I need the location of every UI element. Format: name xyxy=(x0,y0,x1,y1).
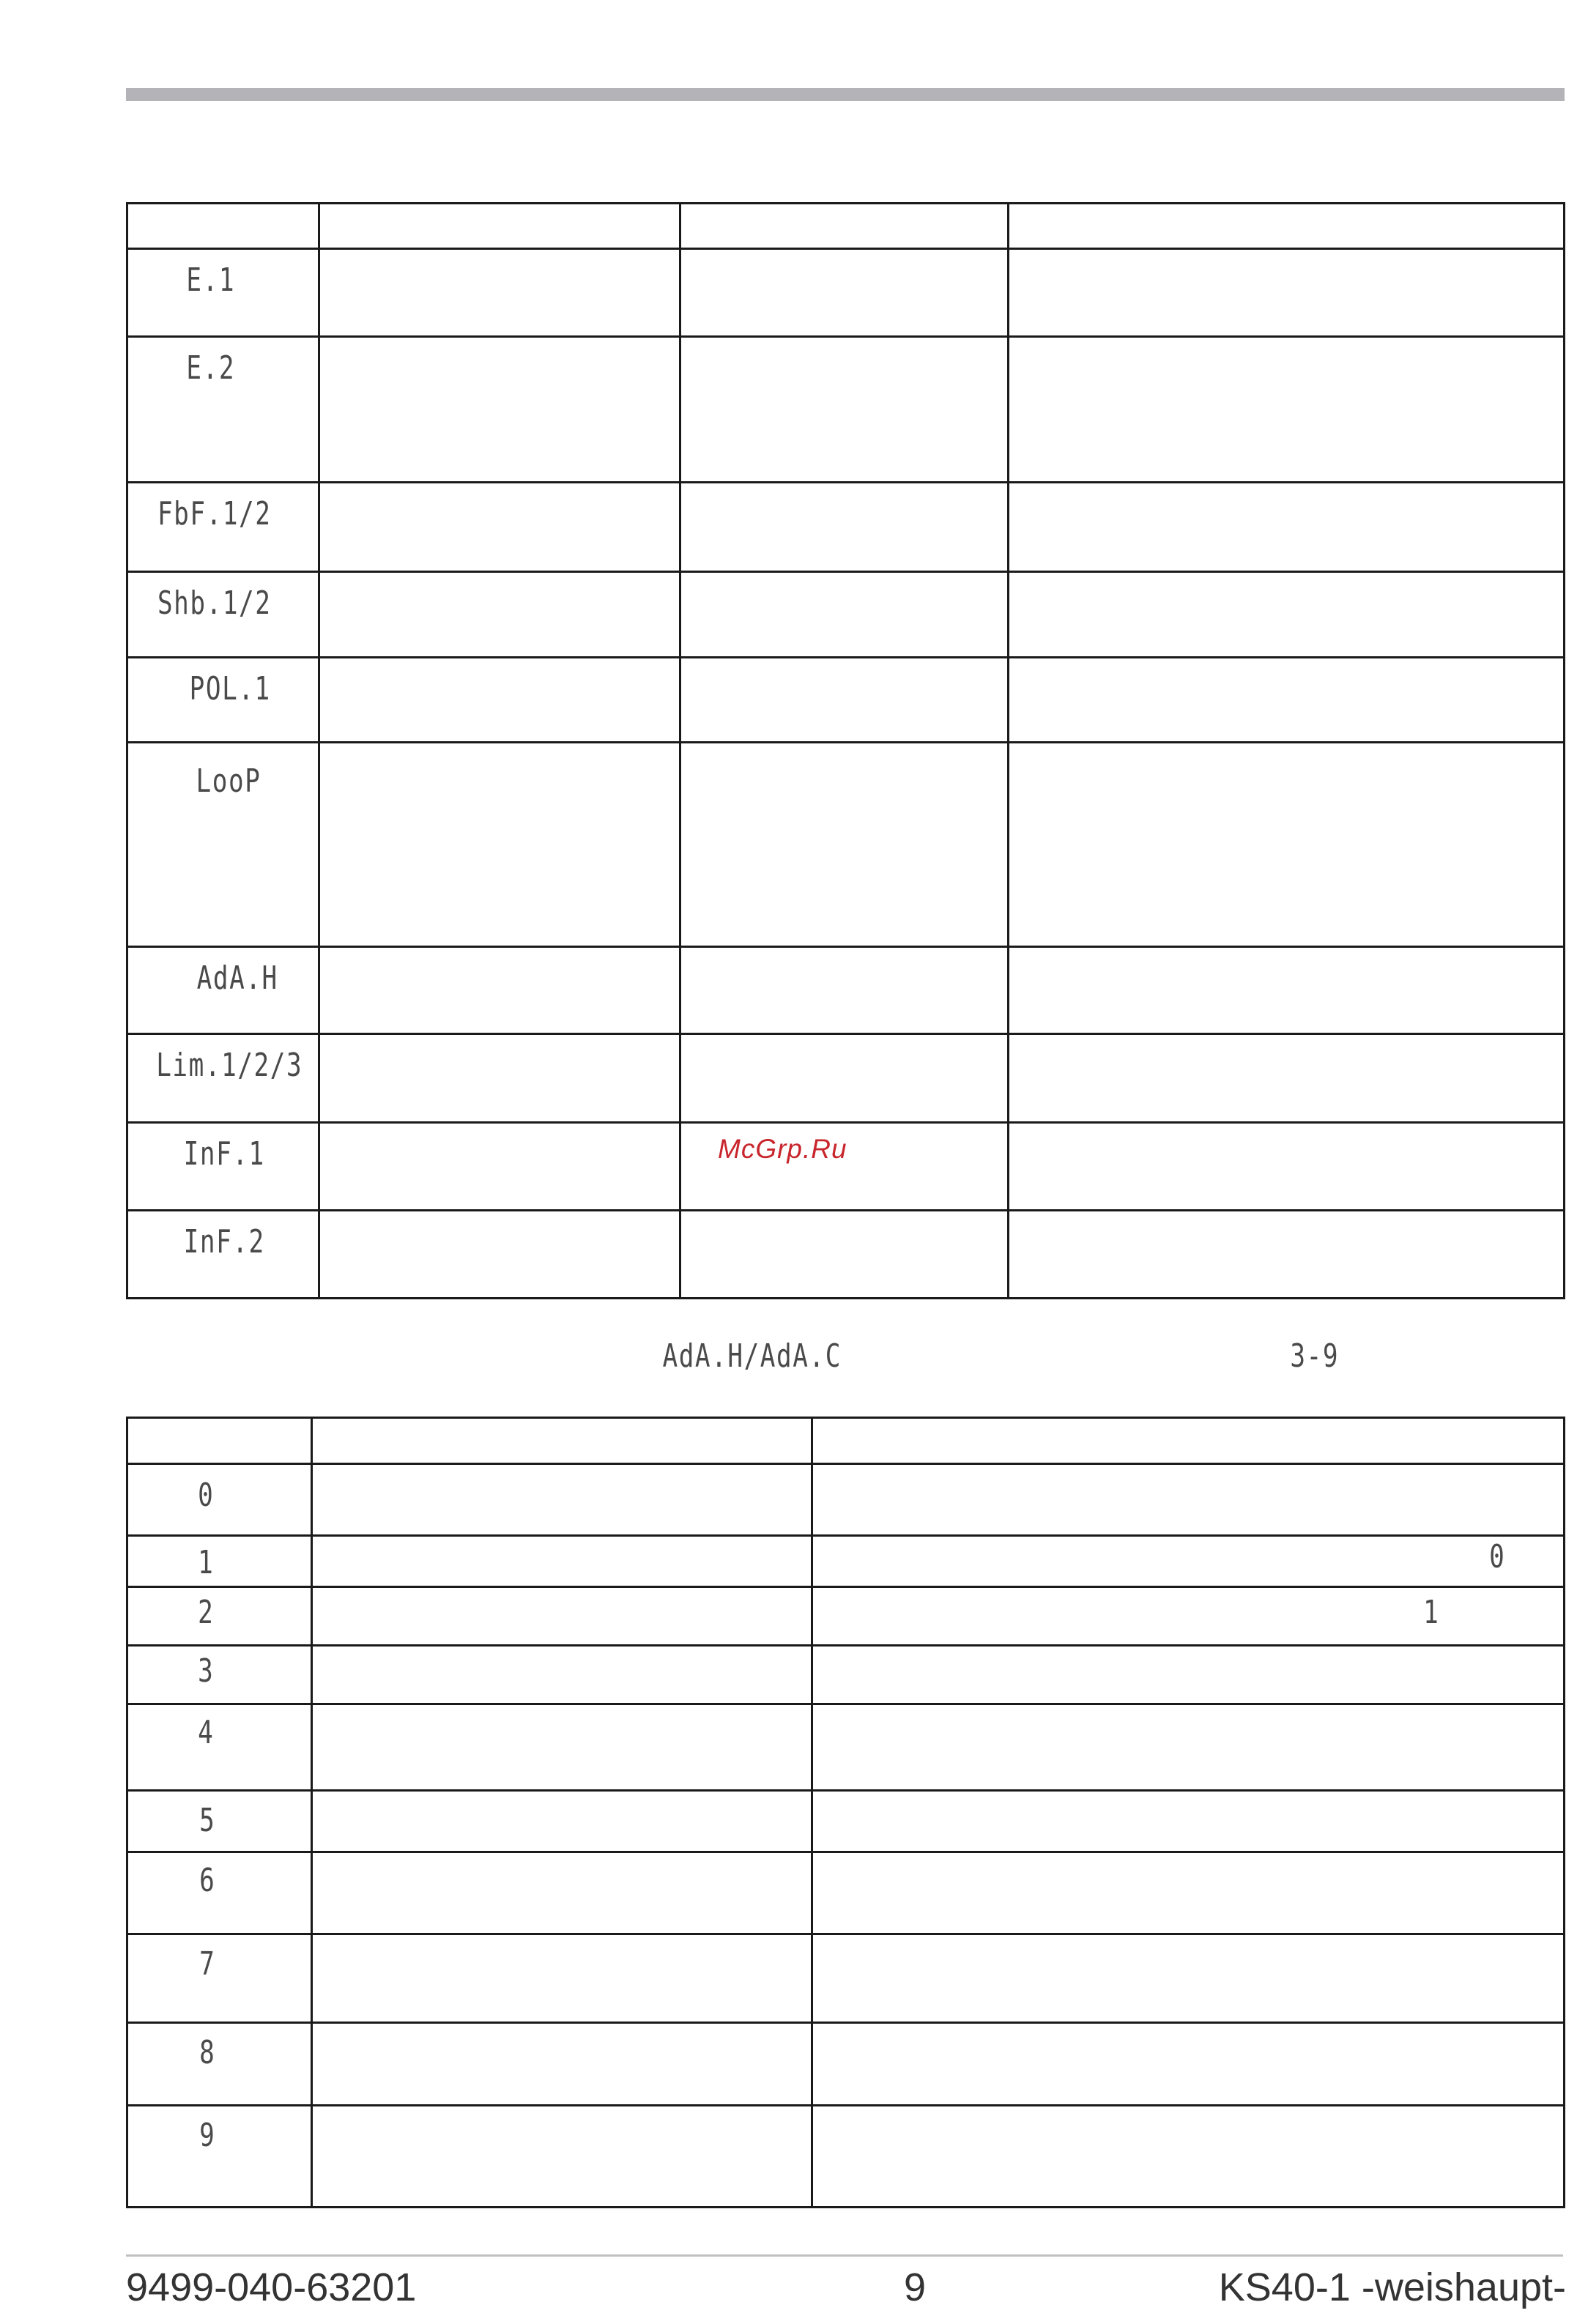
display-code: 0 xyxy=(198,1477,215,1514)
display-code: InF.2 xyxy=(183,1223,265,1261)
footer-doc-number: 9499-040-63201 xyxy=(126,2265,417,2309)
display-code: FbF.1/2 xyxy=(157,495,272,532)
table-row xyxy=(127,1034,1565,1123)
display-code: 5 xyxy=(199,1802,216,1839)
table-row xyxy=(127,743,1565,947)
footer-page-number: 9 xyxy=(904,2265,927,2309)
table-row xyxy=(127,658,1565,743)
inline-code: 1 xyxy=(1423,1594,1440,1631)
caption-range-code: 3-9 xyxy=(1290,1337,1340,1375)
table-row xyxy=(127,1934,1565,2023)
table-row xyxy=(127,2023,1565,2106)
header-bar xyxy=(126,88,1565,101)
table-row xyxy=(127,1587,1565,1646)
display-code: Lim.1/2/3 xyxy=(156,1047,303,1084)
table-row xyxy=(127,947,1565,1034)
display-code: 4 xyxy=(198,1714,215,1751)
table-row xyxy=(127,1536,1565,1587)
table-row xyxy=(127,249,1565,337)
table-row xyxy=(127,572,1565,658)
display-code: E.2 xyxy=(186,349,236,387)
watermark: McGrp.Ru xyxy=(718,1134,847,1164)
table-row xyxy=(127,1464,1565,1536)
footer-divider xyxy=(126,2254,1563,2257)
table-header-row xyxy=(127,204,1565,249)
display-code: AdA.H xyxy=(196,959,278,997)
table-row xyxy=(127,1211,1565,1299)
table-row xyxy=(127,337,1565,483)
footer-product: KS40-1 -weishaupt- xyxy=(1218,2265,1566,2309)
table-row xyxy=(127,483,1565,572)
display-code: 8 xyxy=(199,2034,216,2071)
display-code: POL.1 xyxy=(189,670,271,708)
inline-code: 0 xyxy=(1489,1538,1506,1575)
display-code: 3 xyxy=(198,1652,215,1690)
adaptation-result-table xyxy=(126,1417,1565,2208)
display-code: 7 xyxy=(199,1945,216,1983)
table-row xyxy=(127,1646,1565,1704)
caption-param-code: AdA.H/AdA.C xyxy=(662,1337,842,1375)
display-code: E.1 xyxy=(186,261,236,299)
display-code: 2 xyxy=(198,1594,215,1631)
display-code: LooP xyxy=(196,762,261,800)
table-row xyxy=(127,1852,1565,1934)
display-code: InF.1 xyxy=(183,1135,265,1173)
table-row xyxy=(127,2106,1565,2208)
display-code: 6 xyxy=(199,1862,216,1899)
table-row xyxy=(127,1791,1565,1852)
display-code: 1 xyxy=(198,1544,215,1581)
table-row xyxy=(127,1704,1565,1791)
display-code: 9 xyxy=(199,2117,216,2154)
display-code: Shb.1/2 xyxy=(157,584,272,622)
table-header-row xyxy=(127,1418,1565,1464)
